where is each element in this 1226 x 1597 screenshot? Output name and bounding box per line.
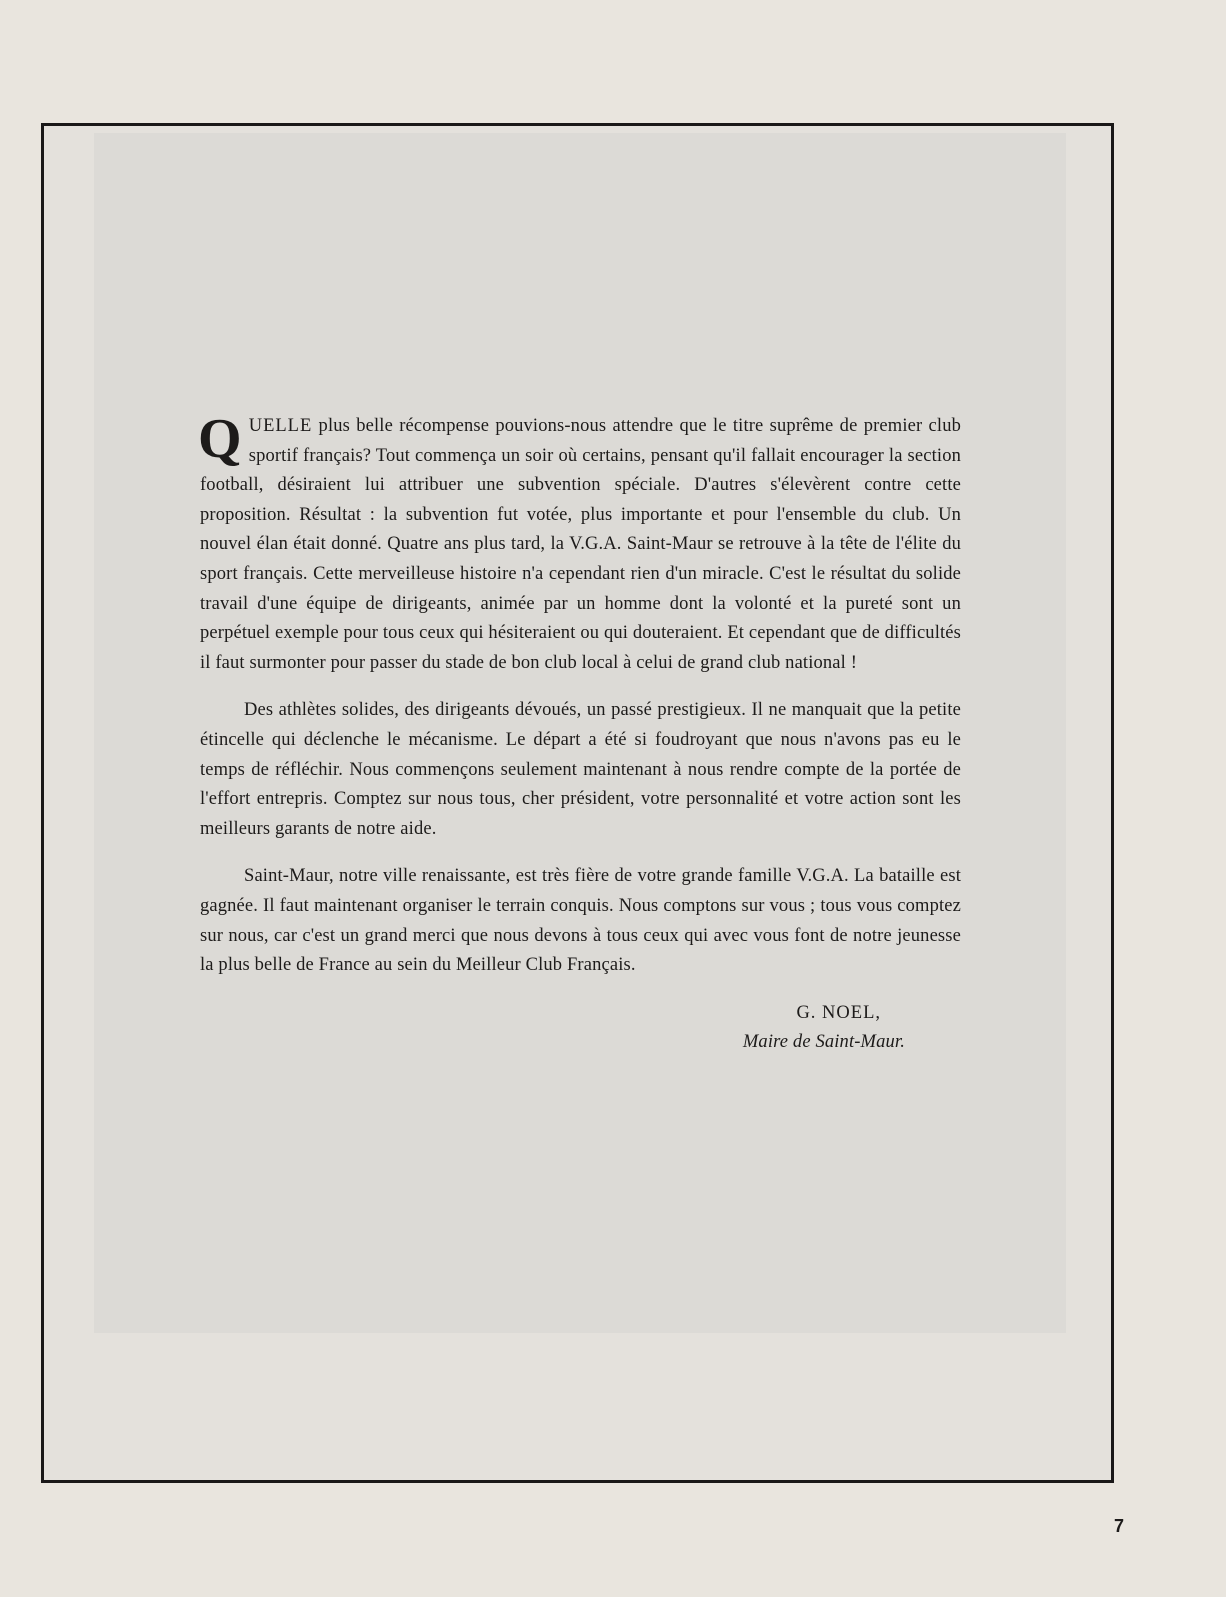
mayor-letter	[198, 408, 961, 1058]
page-number: 7	[1114, 1516, 1125, 1536]
paragraph-1-text: plus belle récompense pouvions-nous attendre que le titre suprême de premier club sportif français? Tout commença un soir où certains, pensant qu'il fallait encourager la section football, désiraient lui attribuer une subvention spéciale. D'autres s'élevèrent contre cette proposition. Résultat : la subvention fut votée, plus importante et pour l'ensemble du club. Un nouvel élan était donné. Quatre ans plus tard, la V.G.A. Saint-Maur se retrouve à la tête de l'élite du sport français. Cette merveilleuse histoire n'a cependant rien d'un miracle. C'est le résultat du solide travail d'une équipe de dirigeants, animée par un homme dont la volonté et la pureté sont un perpétuel exemple pour tous ceux qui hésiteraient ou qui douteraient. Et cependant que de difficultés il faut surmonter pour passer du stade de bon club local à celui de grand club national !	[200, 416, 961, 673]
signature-title: Maire de Saint-Maur.	[742, 1032, 905, 1053]
letter-paragraph-2: Des athlètes solides, des dirigeants dévoués, un passé prestigieux. Il ne manquait que la petite étincelle qui déclenche le mécanisme. Le départ a été si foudroyant que nous n'avons pas eu le temps de réfléchir. Nous commençons seulement maintenant à nous rendre compte de la portée de l'effort entrepris. Comptez sur nous tous, cher président, votre personnalité et votre action sont les meilleurs garants de notre aide.	[200, 700, 961, 839]
signature-block	[200, 999, 961, 1058]
drop-cap: Q	[198, 408, 242, 470]
letter-paragraph-1	[198, 408, 961, 678]
opening-word: UELLE	[248, 416, 313, 436]
letter-paragraph-3: Saint-Maur, notre ville renaissante, est très fière de votre grande famille V.G.A. La bataille est gagnée. Il faut maintenant organiser le terrain conquis. Nous comptons sur vous ; tous vous comptez sur nous, car c'est un grand merci que nous devons à tous ceux qui avec vous font de notre jeunesse la plus belle de France au sein du Meilleur Club Français.	[200, 866, 961, 976]
signature-name: G. NOEL,	[796, 1002, 881, 1023]
